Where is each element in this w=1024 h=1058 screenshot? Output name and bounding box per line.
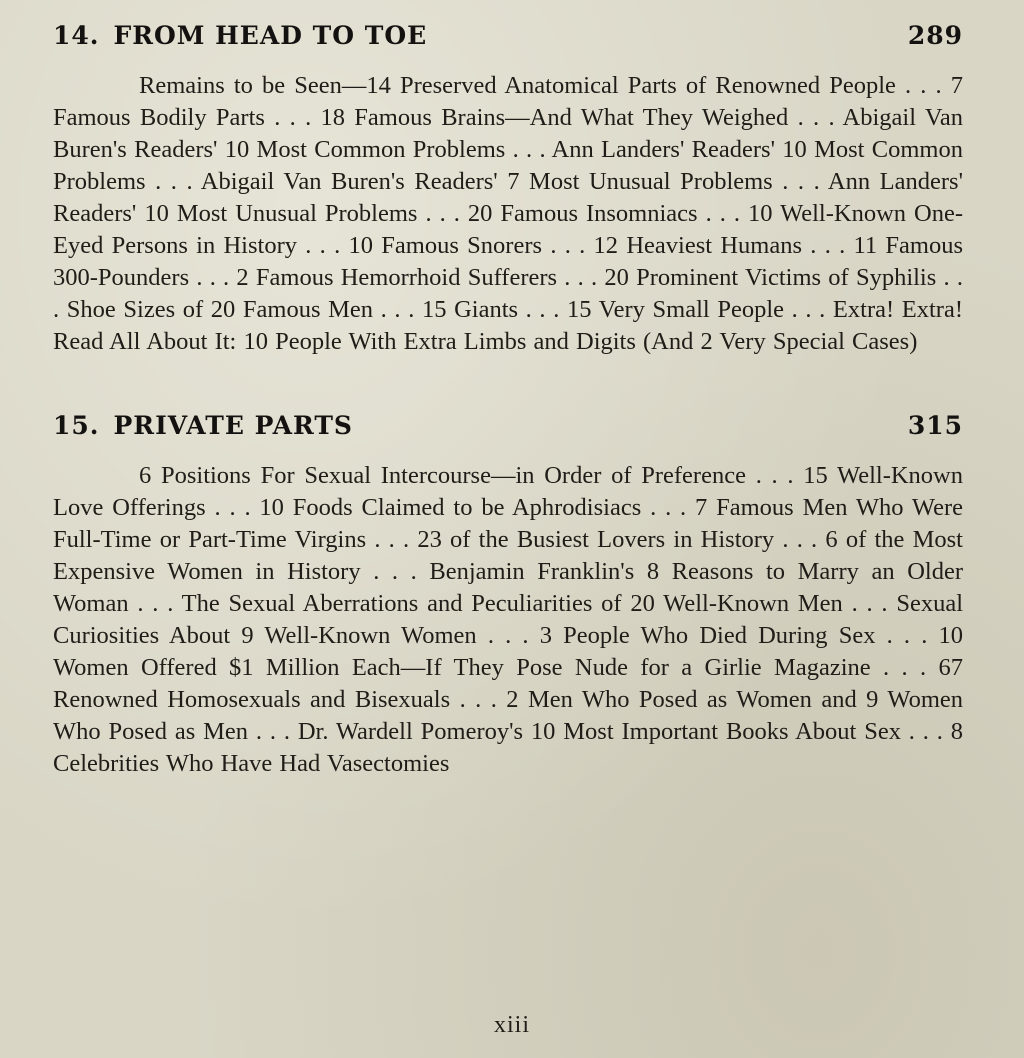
page-folio: xiii (493, 1012, 530, 1038)
chapter-15 (53, 404, 963, 780)
chapter-heading (53, 404, 963, 448)
chapter-heading (53, 14, 963, 58)
chapter-page-number: 315 (907, 411, 963, 440)
chapter-title (53, 404, 353, 448)
chapter-number: 14. (53, 21, 100, 50)
chapter-title-text: PRIVATE PARTS (113, 411, 353, 440)
chapter-title (53, 14, 427, 58)
contents-page (53, 14, 963, 805)
chapter-entries: Remains to be Seen—14 Preserved Anatomical Parts of Renowned People . . . 7 Famous Bodily Parts . . . 18 Famous Brains—And What They Weighed . . . Abigail Van Buren's Readers' 10 Most Common Problems . . . Ann Landers' Readers' 10 Most Common Problems . . . Abigail Van Buren's Readers' 7 Most Unusual Problems . . . Ann Landers' Readers' 10 Most Unusual Problems . . . 20 Famous Insomniacs . . . 10 Well-Known One-Eyed Persons in History . . . 10 Famous Snorers . . . 12 Heaviest Humans . . . 11 Famous 300-Pounders . . . 2 Famous Hemorrhoid Sufferers . . . 20 Prominent Victims of Syphilis . . . Shoe Sizes of 20 Famous Men . . . 15 Giants . . . 15 Very Small People . . . Extra! Extra! Read All About It: 10 People With Extra Limbs and Digits (And 2 Very Special Cases) (53, 72, 963, 355)
chapter-page-number: 289 (907, 21, 963, 50)
chapter-14 (53, 14, 963, 358)
chapter-number: 15. (53, 411, 100, 440)
chapter-entries: 6 Positions For Sexual Intercourse—in Order of Preference . . . 15 Well-Known Love Offerings . . . 10 Foods Claimed to be Aphrodisiacs . . . 7 Famous Men Who Were Full-Time or Part-Time Virgins . . . 23 of the Busiest Lovers in History . . . 6 of the Most Expensive Women in History . . . Benjamin Franklin's 8 Reasons to Marry an Older Woman . . . The Sexual Aberrations and Peculiarities of 20 Well-Known Men . . . Sexual Curiosities About 9 Well-Known Women . . . 3 People Who Died During Sex . . . 10 Women Offered $1 Million Each—If They Pose Nude for a Girlie Magazine . . . 67 Renowned Homosexuals and Bisexuals . . . 2 Men Who Posed as Women and 9 Women Who Posed as Men . . . Dr. Wardell Pomeroy's 10 Most Important Books About Sex . . . 8 Celebrities Who Have Had Vasectomies (53, 462, 963, 777)
chapter-title-text: FROM HEAD TO TOE (113, 21, 428, 50)
